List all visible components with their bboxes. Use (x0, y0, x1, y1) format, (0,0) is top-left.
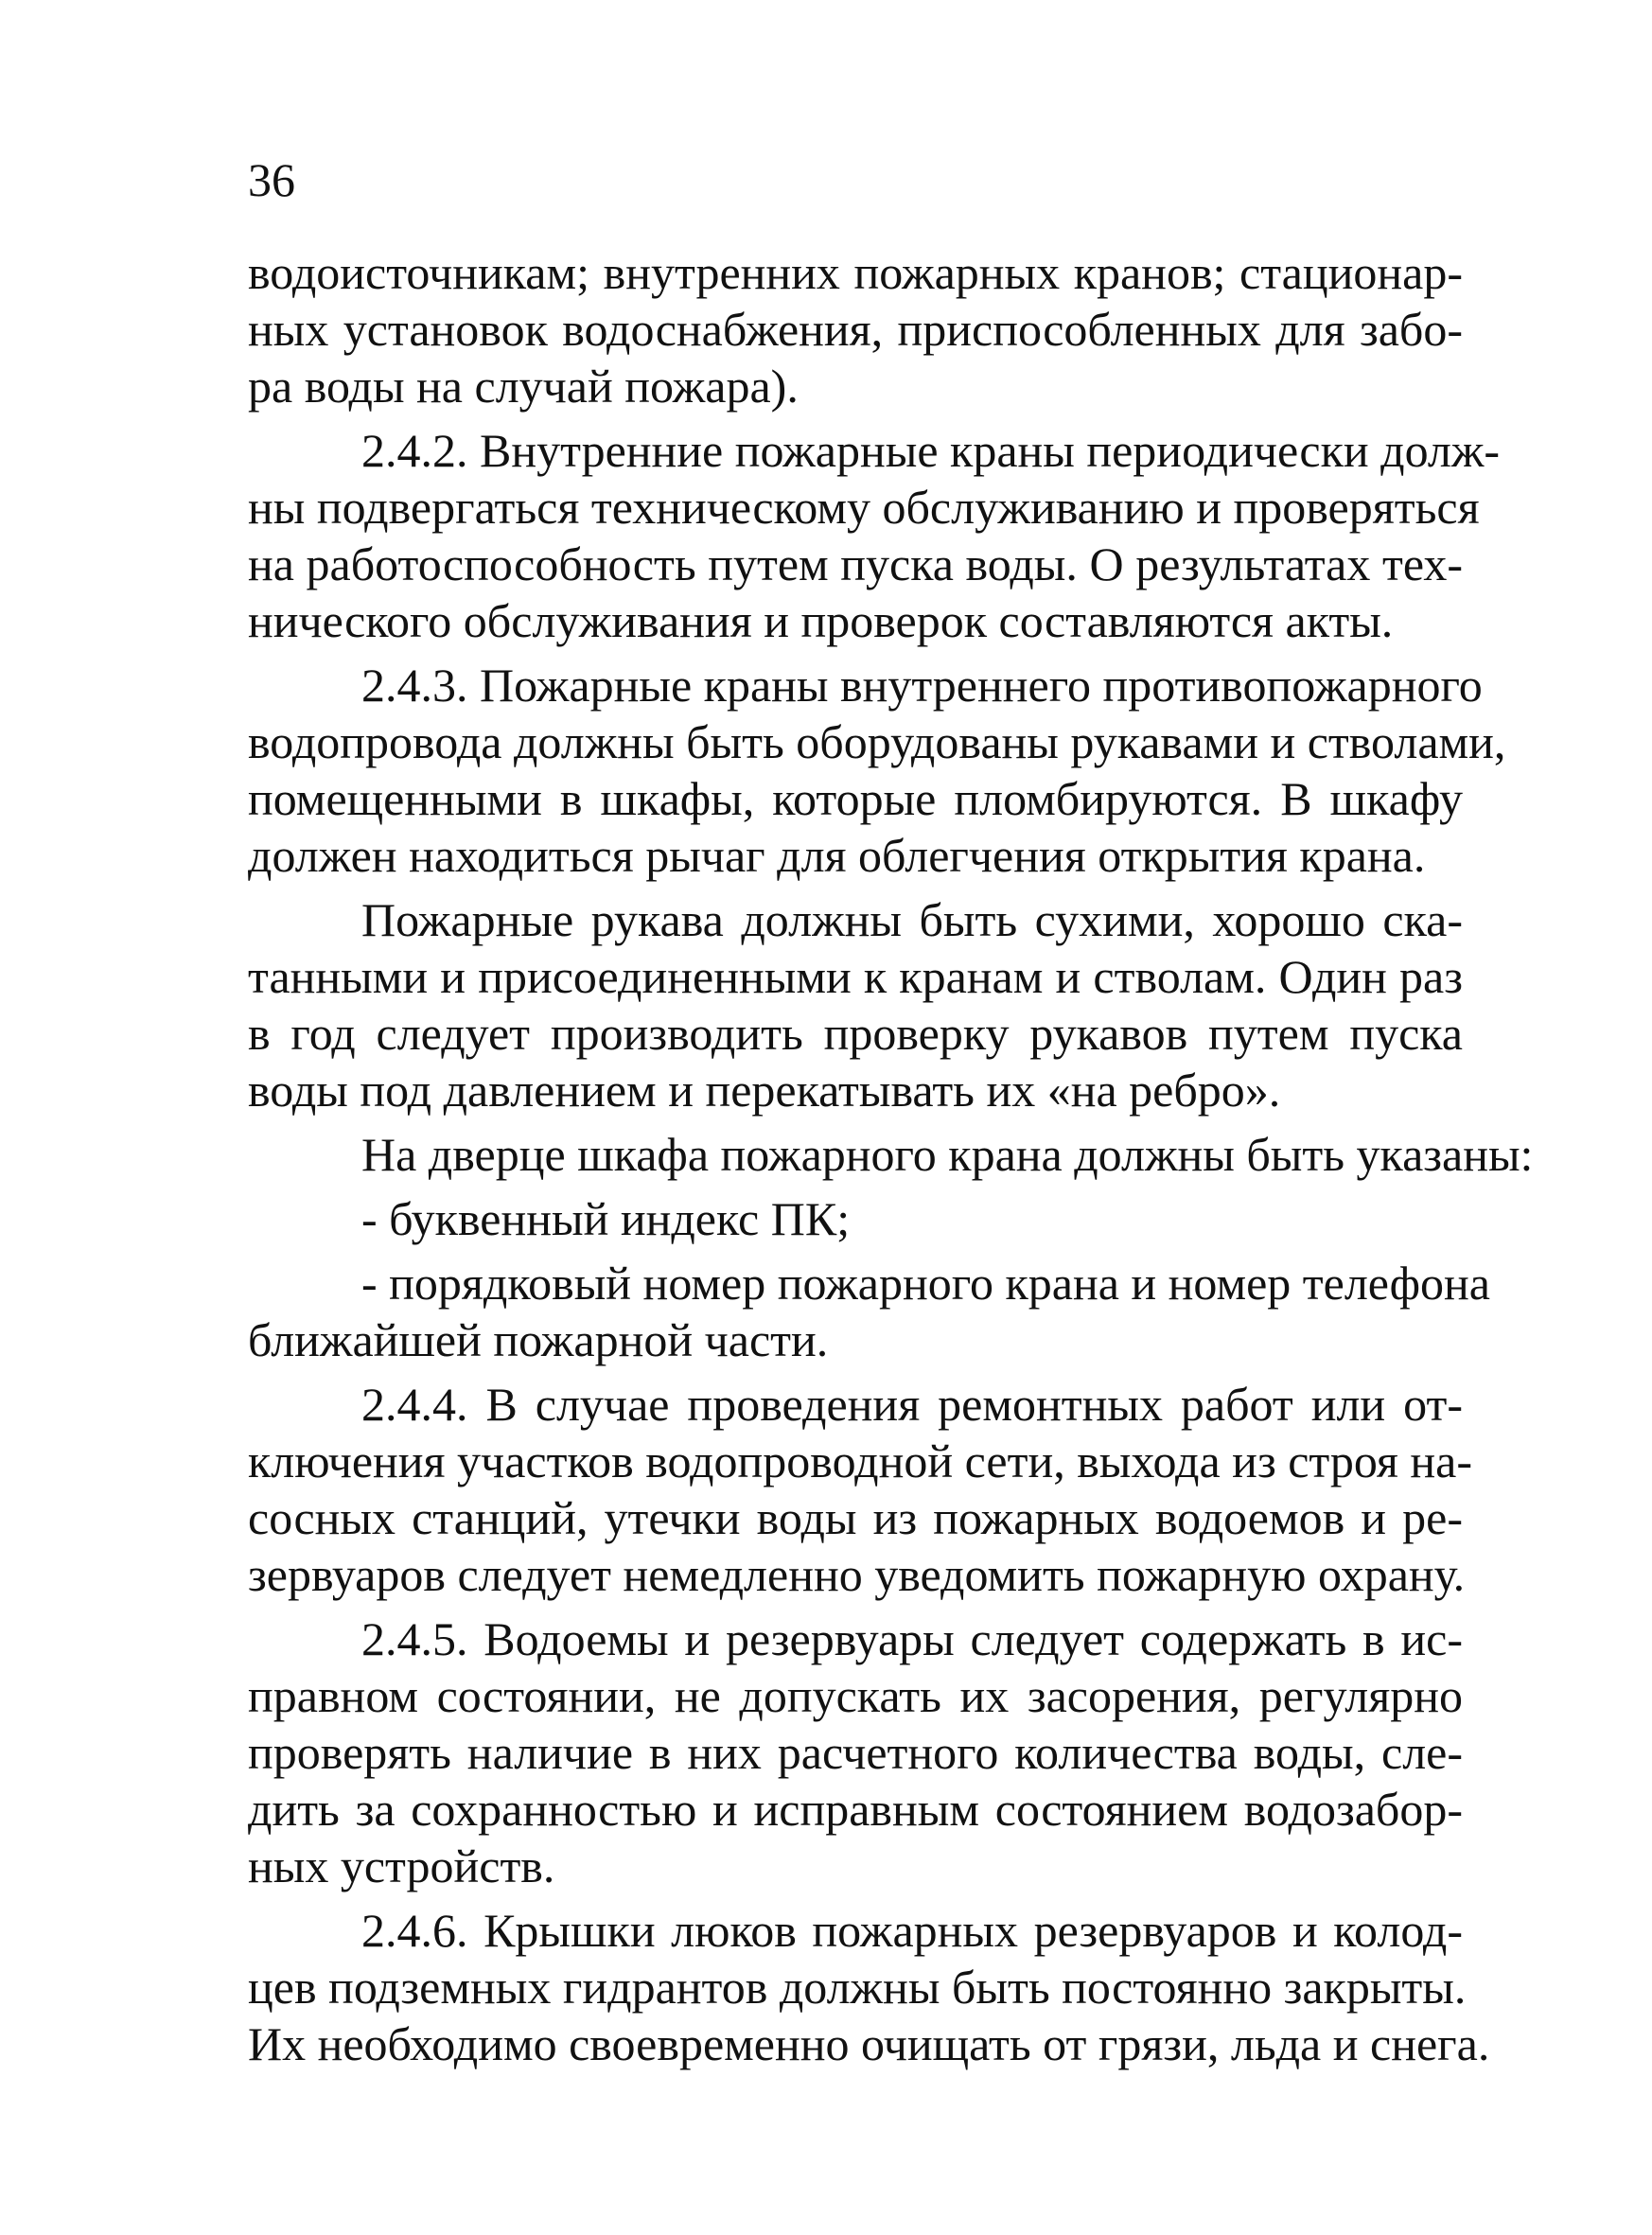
text-line: - буквенный индекс ПК; (361, 1192, 851, 1245)
text-line: зервуаров следует немедленно уведомить пожарную охрану. (248, 1548, 1466, 1601)
text-line: сосных станций, утечки воды из пожарных водоемов и ре- (248, 1491, 1463, 1544)
text-line: 2.4.3. Пожарные краны внутреннего противопожарного (361, 659, 1483, 712)
paragraph (248, 244, 1463, 414)
paragraph (248, 657, 1506, 884)
paragraph-gap (248, 884, 1463, 891)
text-line: на работоспособность путем пуска воды. О результатах тех- (248, 537, 1463, 590)
text-line: ра воды на случай пожара). (248, 360, 799, 413)
text-line: помещенными в шкафы, которые пломбируются. В шкафу (248, 772, 1463, 825)
text-line: 2.4.2. Внутренние пожарные краны периодически долж- (361, 424, 1501, 477)
paragraph-gap (248, 1368, 1463, 1376)
paragraph-gap (248, 1894, 1463, 1902)
body-text (248, 244, 1534, 2072)
text-line: ключения участков водопроводной сети, выхода из строя на- (248, 1434, 1472, 1487)
text-line: должен находиться рычаг для облегчения открытия крана. (248, 829, 1426, 882)
text-line: 2.4.5. Водоемы и резервуары следует содержать в ис- (361, 1612, 1463, 1665)
text-line: в год следует производить проверку рукавов путем пуска (248, 1007, 1463, 1060)
text-line: 2.4.6. Крышки люков пожарных резервуаров и колод- (361, 1904, 1463, 1957)
paragraph (248, 1255, 1490, 1368)
text-line: - порядковый номер пожарного крана и номер телефона (361, 1257, 1490, 1310)
text-line: танными и присоединенными к кранам и стволам. Один раз (248, 950, 1463, 1003)
text-line: водоисточникам; внутренних пожарных кранов; стационар- (248, 246, 1463, 299)
text-line: Их необходимо своевременно очищать от грязи, льда и снега. (248, 2017, 1490, 2070)
text-line: ны подвергаться техническому обслуживанию и проверяться (248, 481, 1480, 534)
text-line: ных установок водоснабжения, приспособленных для забо- (248, 303, 1463, 356)
text-line: ных устройств. (248, 1839, 555, 1892)
text-line: водопровода должны быть оборудованы рукавами и стволами, (248, 715, 1506, 768)
paragraph-gap (248, 414, 1463, 422)
text-line: На дверце шкафа пожарного крана должны быть указаны: (361, 1128, 1534, 1181)
text-line: Пожарные рукава должны быть сухими, хорошо ска- (361, 893, 1463, 946)
paragraph (248, 1902, 1490, 2072)
text-line: дить за сохранностью и исправным состоянием водозабор- (248, 1783, 1463, 1836)
paragraph-gap (248, 649, 1463, 657)
paragraph-gap (248, 1603, 1463, 1610)
text-line: проверять наличие в них расчетного количества воды, сле- (248, 1726, 1463, 1779)
text-line: 2.4.4. В случае проведения ремонтных работ или от- (361, 1378, 1463, 1431)
text-line: правном состоянии, не допускать их засорения, регулярно (248, 1669, 1463, 1722)
paragraph (248, 422, 1501, 649)
text-line: ближайшей пожарной части. (248, 1313, 829, 1366)
paragraph (248, 1610, 1463, 1894)
paragraph-gap (248, 1183, 1463, 1190)
text-line: нического обслуживания и проверок составляются акты. (248, 594, 1394, 647)
paragraph (248, 891, 1463, 1118)
paragraph (248, 1376, 1472, 1603)
text-line: цев подземных гидрантов должны быть постоянно закрыты. (248, 1961, 1467, 2014)
paragraph-gap (248, 1247, 1463, 1255)
paragraph-gap (248, 1118, 1463, 1126)
text-line: воды под давлением и перекатывать их «на ребро». (248, 1064, 1281, 1117)
page-number: 36 (248, 153, 295, 206)
paragraph (248, 1126, 1534, 1183)
paragraph (248, 1190, 1463, 1247)
